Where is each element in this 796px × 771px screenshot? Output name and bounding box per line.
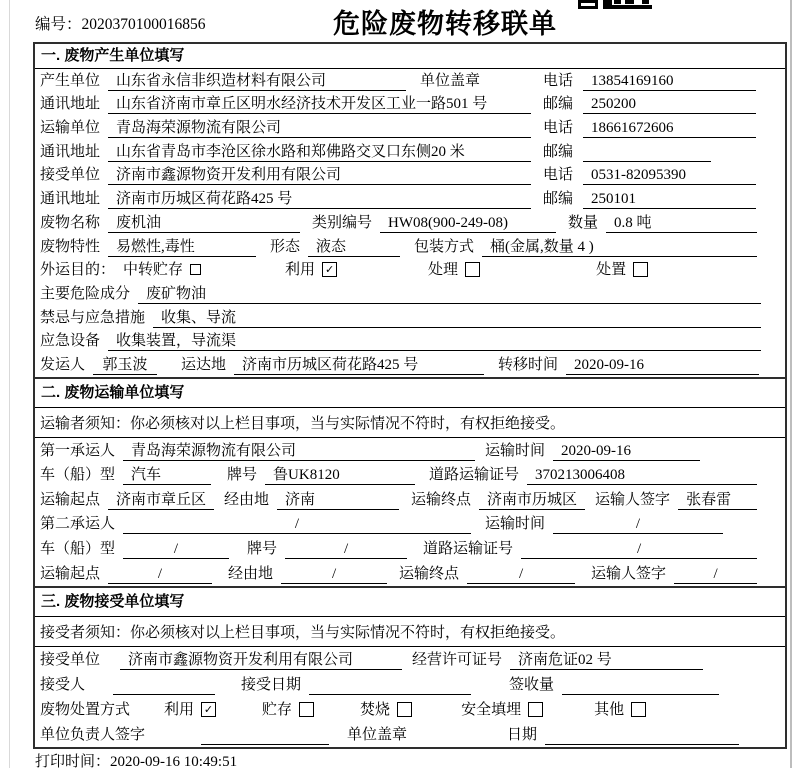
second-carrier-row [35, 512, 785, 537]
transporter-notice: 运输者须知：你必须核对以上栏目事项，当与实际情况不符时，有权拒绝接受。 [35, 408, 785, 438]
section-transporter [35, 377, 785, 586]
vehicle-type2-value: / [123, 539, 229, 559]
endpoint2-label: 运输终点 [399, 565, 460, 582]
section-receiver [35, 586, 785, 747]
responsible-sign-label: 单位负责人签字 [40, 726, 146, 743]
receiver-unit-label: 接受单位 [40, 167, 101, 184]
receiver-phone-value: 0531-82095390 [583, 165, 756, 185]
utilize-checkbox: ✓ [322, 262, 337, 277]
license-label: 经营许可证号 [412, 651, 503, 668]
hazard-component-value: 废矿物油 [138, 284, 761, 304]
section-producer [35, 44, 785, 377]
accept-date-label: 接受日期 [241, 676, 302, 693]
route1-row [35, 487, 785, 512]
transport-time1-label: 运输时间 [485, 442, 546, 459]
vehicle2-row [35, 536, 785, 561]
route2-row [35, 561, 785, 586]
acceptance-row [35, 672, 785, 697]
via2-label: 经由地 [228, 565, 274, 582]
purpose-option-utilize: 利用 ✓ [285, 260, 337, 280]
first-carrier-row [35, 438, 785, 463]
transport-time2-label: 运输时间 [485, 516, 546, 533]
waste-qty-value: 0.8 吨 [606, 213, 757, 233]
producer-address-label: 通讯地址 [40, 96, 101, 113]
origin1-label: 运输起点 [40, 491, 101, 508]
waste-name-value: 废机油 [108, 213, 300, 233]
waste-form-value: 液态 [308, 237, 400, 257]
disposal-option-utilize: 利用 ✓ [164, 700, 216, 720]
permit2-label: 道路运输证号 [423, 540, 514, 557]
permit2-value: / [521, 539, 757, 559]
transporter-address-value: 山东省青岛市李沧区徐水路和郑佛路交叉口东侧20 米 [108, 142, 531, 162]
origin2-label: 运输起点 [40, 565, 101, 582]
producer-zip-label: 邮编 [543, 96, 574, 113]
disposal-option-other: 其他 [594, 700, 646, 720]
carrier-sign2-value: / [674, 564, 757, 584]
waste-properties-value: 易燃性,毒性 [108, 237, 256, 257]
accepting-unit-label: 接受单位 [40, 651, 101, 668]
disposal-method-row [35, 697, 785, 722]
carrier-sign2-label: 运输人签字 [591, 565, 667, 582]
plate2-label: 牌号 [247, 540, 278, 557]
packing-value: 桶(金属,数量 4 ) [482, 237, 757, 257]
vehicle-type2-label: 车（船）型 [40, 540, 116, 557]
destination-value: 济南市历城区荷花路425 号 [234, 355, 484, 375]
disposal-method-label: 废物处置方式 [40, 701, 131, 718]
receiver-phone-label: 电话 [543, 167, 574, 184]
producer-phone-label: 电话 [543, 72, 574, 89]
disposal-incinerate-checkbox [397, 702, 412, 717]
waste-form-label: 形态 [270, 238, 301, 255]
page-edge-left [9, 0, 10, 768]
contraindication-value: 收集、导流 [153, 308, 761, 328]
receiver-zip-label: 邮编 [543, 191, 574, 208]
first-carrier-value: 青岛海荣源物流有限公司 [123, 441, 475, 461]
dispose-checkbox [633, 262, 648, 277]
endpoint1-label: 运输终点 [411, 491, 472, 508]
first-carrier-label: 第一承运人 [40, 442, 116, 459]
page-edge-right [790, 0, 792, 768]
receiver-unit-row [35, 164, 785, 188]
second-carrier-value: / [123, 514, 471, 534]
doc-number-label: 编号： [35, 16, 82, 33]
transporter-unit-label: 运输单位 [40, 120, 101, 137]
transporter-phone-label: 电话 [543, 120, 574, 137]
transporter-phone-value: 18661672606 [583, 118, 756, 138]
signoff-row [35, 722, 785, 747]
producer-address-value: 山东省济南市章丘区明水经济技术开发区工业一路501 号 [108, 94, 531, 114]
producer-phone-value: 13854169160 [583, 71, 756, 91]
transport-time1-value: 2020-09-16 [553, 441, 700, 461]
contraindication-label: 禁忌与应急措施 [40, 309, 146, 326]
waste-name-row [35, 211, 785, 235]
packing-label: 包装方式 [414, 238, 475, 255]
plate2-value: / [285, 539, 407, 559]
transfer-purpose-row [35, 259, 785, 283]
purpose-option-treat: 处理 [428, 260, 480, 280]
vehicle-type1-value: 汽车 [123, 465, 211, 485]
producer-address-row [35, 93, 785, 117]
receiver-address-row [35, 187, 785, 211]
doc-number-value: 2020370100016856 [81, 16, 206, 33]
hazard-component-row [35, 282, 785, 306]
page-title: 危险废物转移联单 [333, 9, 557, 39]
transfer-time-label: 转移时间 [498, 356, 559, 373]
carrier-sign1-value: 张春雷 [678, 490, 757, 510]
producer-unit-row [35, 69, 785, 93]
acceptor-value [113, 675, 215, 695]
vehicle1-row [35, 463, 785, 488]
destination-label: 运达地 [181, 356, 227, 373]
receiver-zip-value: 250101 [583, 189, 756, 209]
disposal-other-checkbox [631, 702, 646, 717]
accepting-unit-value: 济南市鑫源物资开发利用有限公司 [120, 650, 402, 670]
emergency-equipment-value: 收集装置，导流渠 [108, 331, 761, 351]
storage-checkbox [190, 264, 201, 275]
disposal-option-store: 贮存 [262, 700, 314, 720]
waste-properties-label: 废物特性 [40, 238, 101, 255]
waste-qty-label: 数量 [568, 214, 599, 231]
transfer-purpose-label: 外运目的： [40, 262, 116, 279]
hazard-component-label: 主要危险成分 [40, 285, 131, 302]
endpoint2-value: / [467, 564, 575, 584]
transporter-zip-label: 邮编 [543, 143, 574, 160]
transporter-unit-value: 青岛海荣源物流有限公司 [108, 118, 531, 138]
print-time-value: 2020-09-16 10:49:51 [110, 754, 238, 770]
shipper-value: 郭玉波 [93, 355, 157, 375]
producer-unit-label: 产生单位 [40, 72, 101, 89]
treat-checkbox [465, 262, 480, 277]
permit1-value: 370213006408 [527, 465, 757, 485]
via1-label: 经由地 [224, 491, 270, 508]
shipper-label: 发运人 [40, 356, 86, 373]
section2-header: 二. 废物运输单位填写 [35, 377, 785, 408]
transporter-unit-row [35, 116, 785, 140]
purpose-option-dispose: 处置 [596, 260, 648, 280]
receiver-address-value: 济南市历城区荷花路425 号 [108, 189, 531, 209]
via2-value: / [281, 564, 387, 584]
waste-code-value: HW08(900-249-08) [380, 213, 556, 233]
origin2-value: / [108, 564, 212, 584]
producer-unit-value: 山东省永信非织造材料有限公司 [108, 71, 406, 91]
disposal-store-checkbox [299, 702, 314, 717]
disposal-utilize-checkbox: ✓ [201, 702, 216, 717]
section3-header: 三. 废物接受单位填写 [35, 586, 785, 617]
vehicle-type1-label: 车（船）型 [40, 467, 116, 484]
unit-stamp2-label: 单位盖章 [347, 726, 408, 743]
transfer-time-value: 2020-09-16 [566, 355, 759, 375]
acceptor-label: 接受人 [40, 676, 86, 693]
receiver-notice: 接受者须知：你必须核对以上栏目事项，当与实际情况不符时，有权拒绝接受。 [35, 617, 785, 647]
license-value: 济南危证02 号 [510, 650, 703, 670]
producer-zip-value: 250200 [583, 94, 756, 114]
received-qty-label: 签收量 [509, 676, 555, 693]
transporter-zip-value [583, 142, 711, 162]
via1-value: 济南 [277, 490, 399, 510]
responsible-sign-value [201, 725, 329, 745]
receiver-unit-value: 济南市鑫源物资开发利用有限公司 [108, 165, 531, 185]
second-carrier-label: 第二承运人 [40, 516, 116, 533]
endpoint1-value: 济南市历城区 [479, 490, 585, 510]
waste-name-label: 废物名称 [40, 214, 101, 231]
manifest-form [33, 42, 787, 749]
qr-code-fragment-icon [578, 0, 654, 10]
transport-time2-value: / [553, 514, 723, 534]
plate1-value: 鲁UK8120 [265, 465, 415, 485]
accepting-unit-row [35, 647, 785, 672]
disposal-option-landfill: 安全填埋 [461, 700, 543, 720]
stamp-date-label: 日期 [507, 726, 538, 743]
plate1-label: 牌号 [227, 467, 258, 484]
contraindication-row [35, 306, 785, 330]
waste-code-label: 类别编号 [312, 214, 373, 231]
unit-stamp-label: 单位盖章 [420, 72, 481, 89]
accept-date-value [309, 675, 471, 695]
disposal-option-incinerate: 焚烧 [360, 700, 412, 720]
waste-properties-row [35, 235, 785, 259]
emergency-equipment-row [35, 330, 785, 354]
shipping-row [35, 353, 785, 377]
transporter-address-row [35, 140, 785, 164]
disposal-landfill-checkbox [528, 702, 543, 717]
received-qty-value [562, 675, 719, 695]
print-time-label: 打印时间： [35, 754, 111, 770]
permit1-label: 道路运输证号 [429, 467, 520, 484]
stamp-date-value [545, 725, 739, 745]
purpose-option-storage: 中转贮存 [123, 260, 201, 280]
receiver-address-label: 通讯地址 [40, 191, 101, 208]
transporter-address-label: 通讯地址 [40, 143, 101, 160]
section1-header: 一. 废物产生单位填写 [35, 44, 785, 69]
origin1-value: 济南市章丘区 [108, 490, 214, 510]
carrier-sign1-label: 运输人签字 [595, 491, 671, 508]
emergency-equipment-label: 应急设备 [40, 333, 101, 350]
